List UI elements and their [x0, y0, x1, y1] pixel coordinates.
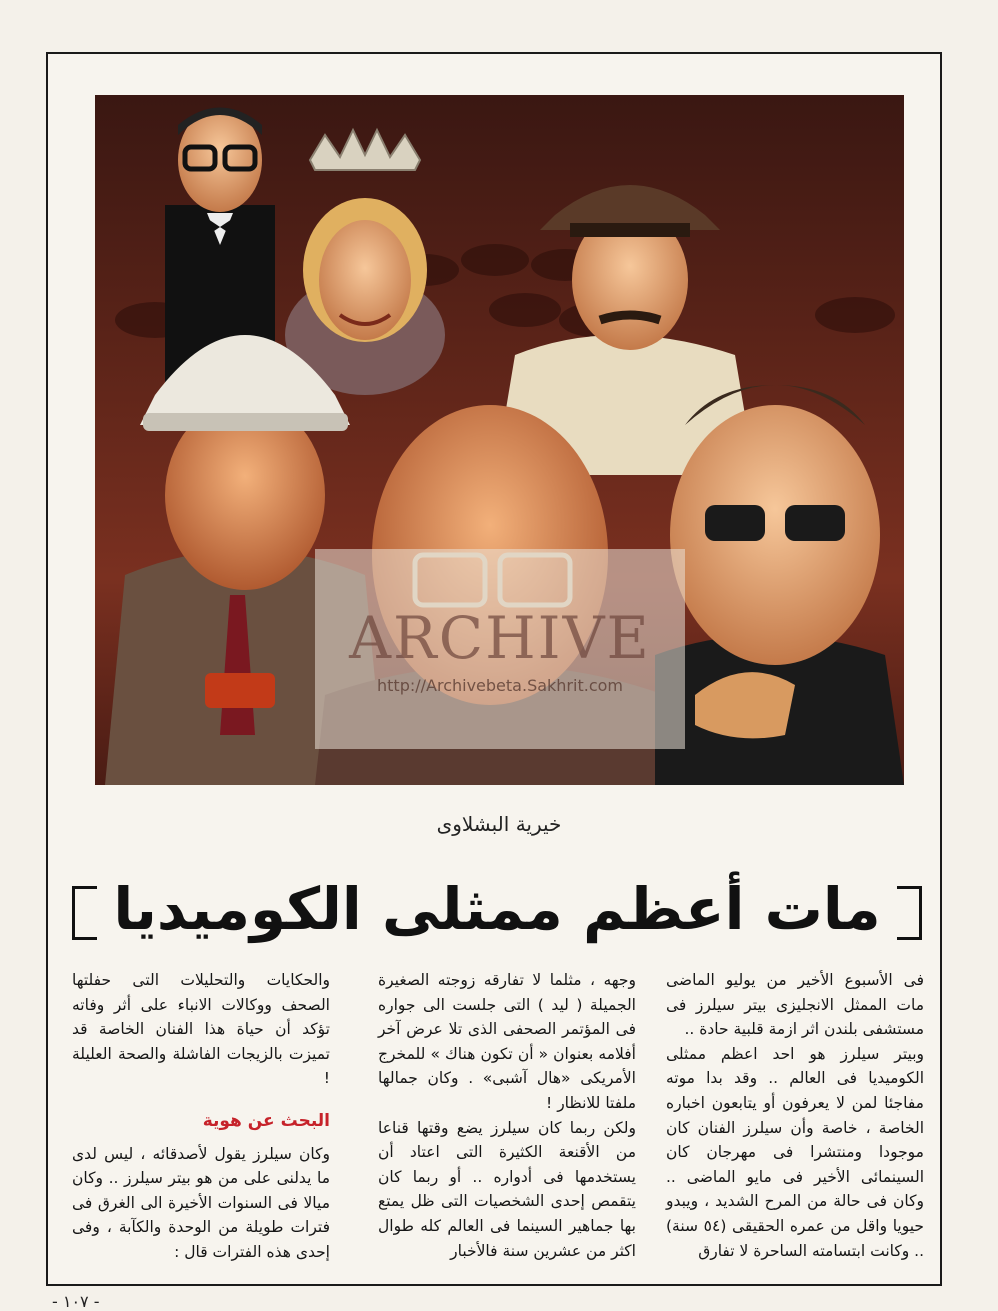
- paragraph: فى الأسبوع الأخير من يوليو الماضى مات الممثل الانجليزى بيتر سيلرز فى مستشفى بلندن اثر ازمة قلبية حادة ..: [666, 971, 924, 1039]
- paragraph: والحكايات والتحليلات التى حفلتها الصحف ووكالات الانباء على أثر وفاته تؤكد أن حياة هذا الفنان الخاصة قد تميزت بالزيجات الفاشلة والصحة العليلة !: [72, 971, 330, 1088]
- paragraph: ولكن ربما كان سيلرز يضع وقتها قناعا من الأقنعة الكثيرة التى اعتاد أن يستخدمها فى أدواره .. أو ربما كان يتقمص إحدى الشخصيات التى ظل يمتع بها جماهير السينما فى العالم كله طوال اكثر من عشرين سنة فالأخبار: [378, 1118, 636, 1260]
- paragraph: وبيتر سيلرز هو احد اعظم ممثلى الكوميديا فى العالم .. وقد بدا موته مفاجئا لمن لا يعرفون أو يتابعون اخباره الخاصة ، خاصة وأن سيلرز الفنان كان موجودا ومنتشرا فى مهرجان كان السينمائى الأخير فى مايو الماضى .. وكان فى حالة من المرح الشديد ، ويبدو حيويا واقل من عمره الحقيقى (٥٤ سنة) .. وكانت ابتسامته الساحرة لا تفارق: [666, 1044, 924, 1260]
- headline-bracket-right: [897, 886, 922, 940]
- page-number: - ١٠٧ -: [52, 1292, 100, 1311]
- paragraph: وجهه ، مثلما لا تفارقه زوجته الصغيرة الجميلة ( ليد ) التى جلست الى جواره فى المؤتمر الصحفى الذى تلا عرض آخر أفلامه بعنوان « أن تكون هناك » للمخرج الأمريكى «هال آشبى» . وكان جمالها ملفتا للانظار !: [378, 971, 636, 1112]
- headline-bracket-left: [72, 886, 97, 940]
- text-column-left: [72, 968, 330, 1265]
- watermark-title: ARCHIVE: [349, 603, 651, 672]
- article-headline: مات أعظم ممثلى الكوميديا: [113, 875, 881, 943]
- text-column-right: [666, 968, 924, 1263]
- article-author: خيرية البشلاوى: [436, 812, 562, 836]
- text-column-middle: [378, 968, 636, 1263]
- paragraph: وكان سيلرز يقول لأصدقائه ، ليس لدى ما يدلنى على من هو بيتر سيلرز .. وكان ميالا فى السنوات الأخيرة الى الغرق فى فترات طويلة من الوحدة والكآبة ، وفى إحدى هذه الفترات قال :: [72, 1144, 330, 1261]
- headline-block: [72, 872, 922, 946]
- watermark-url: http://Archivebeta.Sakhrit.com: [377, 675, 623, 695]
- section-subheading: البحث عن هوية: [202, 1110, 330, 1131]
- figure-queen: [285, 130, 445, 395]
- archive-watermark: [315, 549, 685, 749]
